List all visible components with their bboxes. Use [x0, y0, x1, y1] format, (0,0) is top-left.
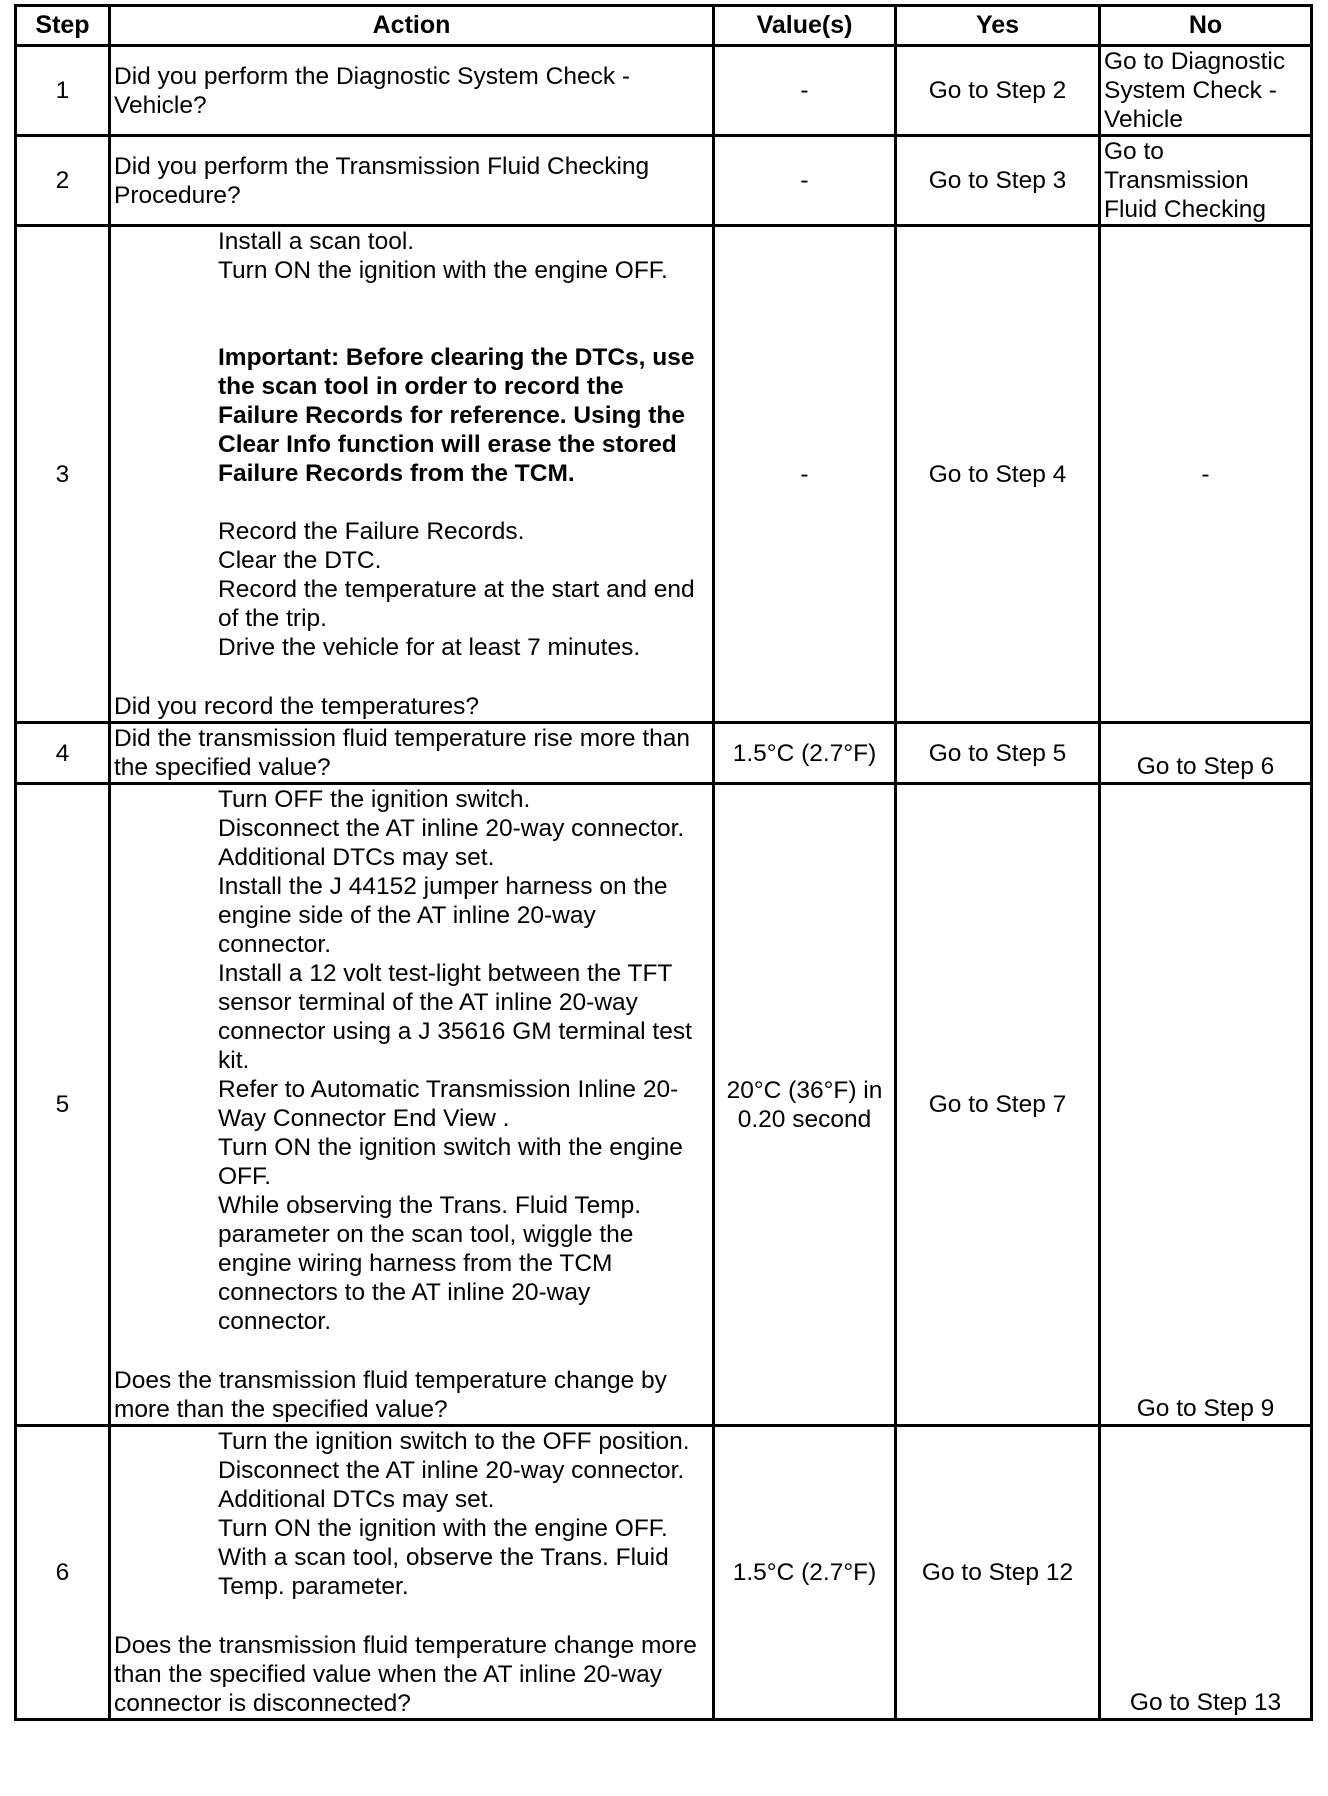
instruction-line: Disconnect the AT inline 20-way connector. Additional DTCs may set.	[218, 815, 685, 871]
action-question: Does the transmission fluid temperature change more than the specified value when the AT inline 20-way connector is disconnected?	[114, 1632, 697, 1717]
diagnostic-table	[14, 4, 1313, 1721]
no-cell: -	[1100, 226, 1312, 723]
action-cell	[110, 46, 714, 136]
table-row	[16, 1426, 1312, 1720]
table-row	[16, 723, 1312, 784]
no-cell: Go to Step 6	[1100, 723, 1312, 784]
yes-cell: Go to Step 4	[896, 226, 1100, 723]
action-question: Does the transmission fluid temperature change by more than the specified value?	[114, 1367, 667, 1423]
instruction-line: With a scan tool, observe the Trans. Fluid Temp. parameter.	[218, 1544, 669, 1600]
instruction-line: Record the Failure Records.	[218, 518, 525, 545]
important-note: Important: Before clearing the DTCs, use the scan tool in order to record the Failure Records for reference. Using the Clear Info function will erase the stored Failure Records from the TCM.	[218, 344, 695, 487]
step-number: 5	[16, 784, 110, 1426]
no-cell: Go to Diagnostic System Check - Vehicle	[1100, 46, 1312, 136]
yes-cell: Go to Step 5	[896, 723, 1100, 784]
action-cell	[110, 226, 714, 723]
header-no: No	[1100, 6, 1312, 46]
header-step: Step	[16, 6, 110, 46]
instruction-line: Install a scan tool.	[218, 228, 415, 255]
instruction-line: Turn the ignition switch to the OFF position.	[218, 1428, 690, 1455]
no-cell: Go to Step 9	[1100, 784, 1312, 1426]
instruction-line: Turn ON the ignition switch with the engine OFF.	[218, 1134, 683, 1190]
header-values: Value(s)	[714, 6, 896, 46]
instruction-line: Turn ON the ignition with the engine OFF.	[218, 1515, 668, 1542]
table-row	[16, 46, 1312, 136]
instruction-line: While observing the Trans. Fluid Temp. parameter on the scan tool, wiggle the engine wiring harness from the TCM connectors to the AT inline 20-way connector.	[218, 1192, 642, 1335]
action-question: Did you perform the Diagnostic System Check - Vehicle?	[114, 62, 631, 119]
instruction-line: Install the J 44152 jumper harness on the engine side of the AT inline 20-way connector.	[218, 873, 668, 958]
no-cell: Go to Transmission Fluid Checking	[1100, 136, 1312, 226]
no-cell: Go to Step 13	[1100, 1426, 1312, 1720]
table-row	[16, 784, 1312, 1426]
value-cell: -	[714, 226, 896, 723]
action-question: Did the transmission fluid temperature rise more than the specified value?	[114, 725, 691, 781]
action-cell	[110, 723, 714, 784]
value-cell: -	[714, 136, 896, 226]
step-number: 6	[16, 1426, 110, 1720]
step-number: 4	[16, 723, 110, 784]
yes-cell: Go to Step 7	[896, 784, 1100, 1426]
value-cell: 1.5°C (2.7°F)	[714, 1426, 896, 1720]
instruction-line: Turn OFF the ignition switch.	[218, 786, 531, 813]
header-row	[16, 6, 1312, 46]
value-cell: -	[714, 46, 896, 136]
instruction-line: Disconnect the AT inline 20-way connector. Additional DTCs may set.	[218, 1457, 685, 1513]
step-number: 3	[16, 226, 110, 723]
instruction-line: Drive the vehicle for at least 7 minutes.	[218, 634, 641, 661]
action-question: Did you record the temperatures?	[114, 693, 479, 720]
value-cell: 1.5°C (2.7°F)	[714, 723, 896, 784]
table-row	[16, 226, 1312, 723]
instruction-line: Refer to Automatic Transmission Inline 20-Way Connector End View .	[218, 1076, 679, 1132]
instruction-line: Turn ON the ignition with the engine OFF.	[218, 257, 668, 284]
step-number: 2	[16, 136, 110, 226]
action-cell	[110, 1426, 714, 1720]
table-row	[16, 136, 1312, 226]
instruction-line: Clear the DTC.	[218, 547, 382, 574]
action-cell	[110, 136, 714, 226]
instruction-line: Install a 12 volt test-light between the TFT sensor terminal of the AT inline 20-way connector using a J 35616 GM terminal test kit.	[218, 960, 692, 1074]
step-number: 1	[16, 46, 110, 136]
yes-cell: Go to Step 12	[896, 1426, 1100, 1720]
action-question: Did you perform the Transmission Fluid Checking Procedure?	[114, 152, 650, 209]
yes-cell: Go to Step 2	[896, 46, 1100, 136]
header-action: Action	[110, 6, 714, 46]
value-cell: 20°C (36°F) in 0.20 second	[714, 784, 896, 1426]
instruction-line: Record the temperature at the start and end of the trip.	[218, 576, 695, 632]
action-cell	[110, 784, 714, 1426]
header-yes: Yes	[896, 6, 1100, 46]
yes-cell: Go to Step 3	[896, 136, 1100, 226]
